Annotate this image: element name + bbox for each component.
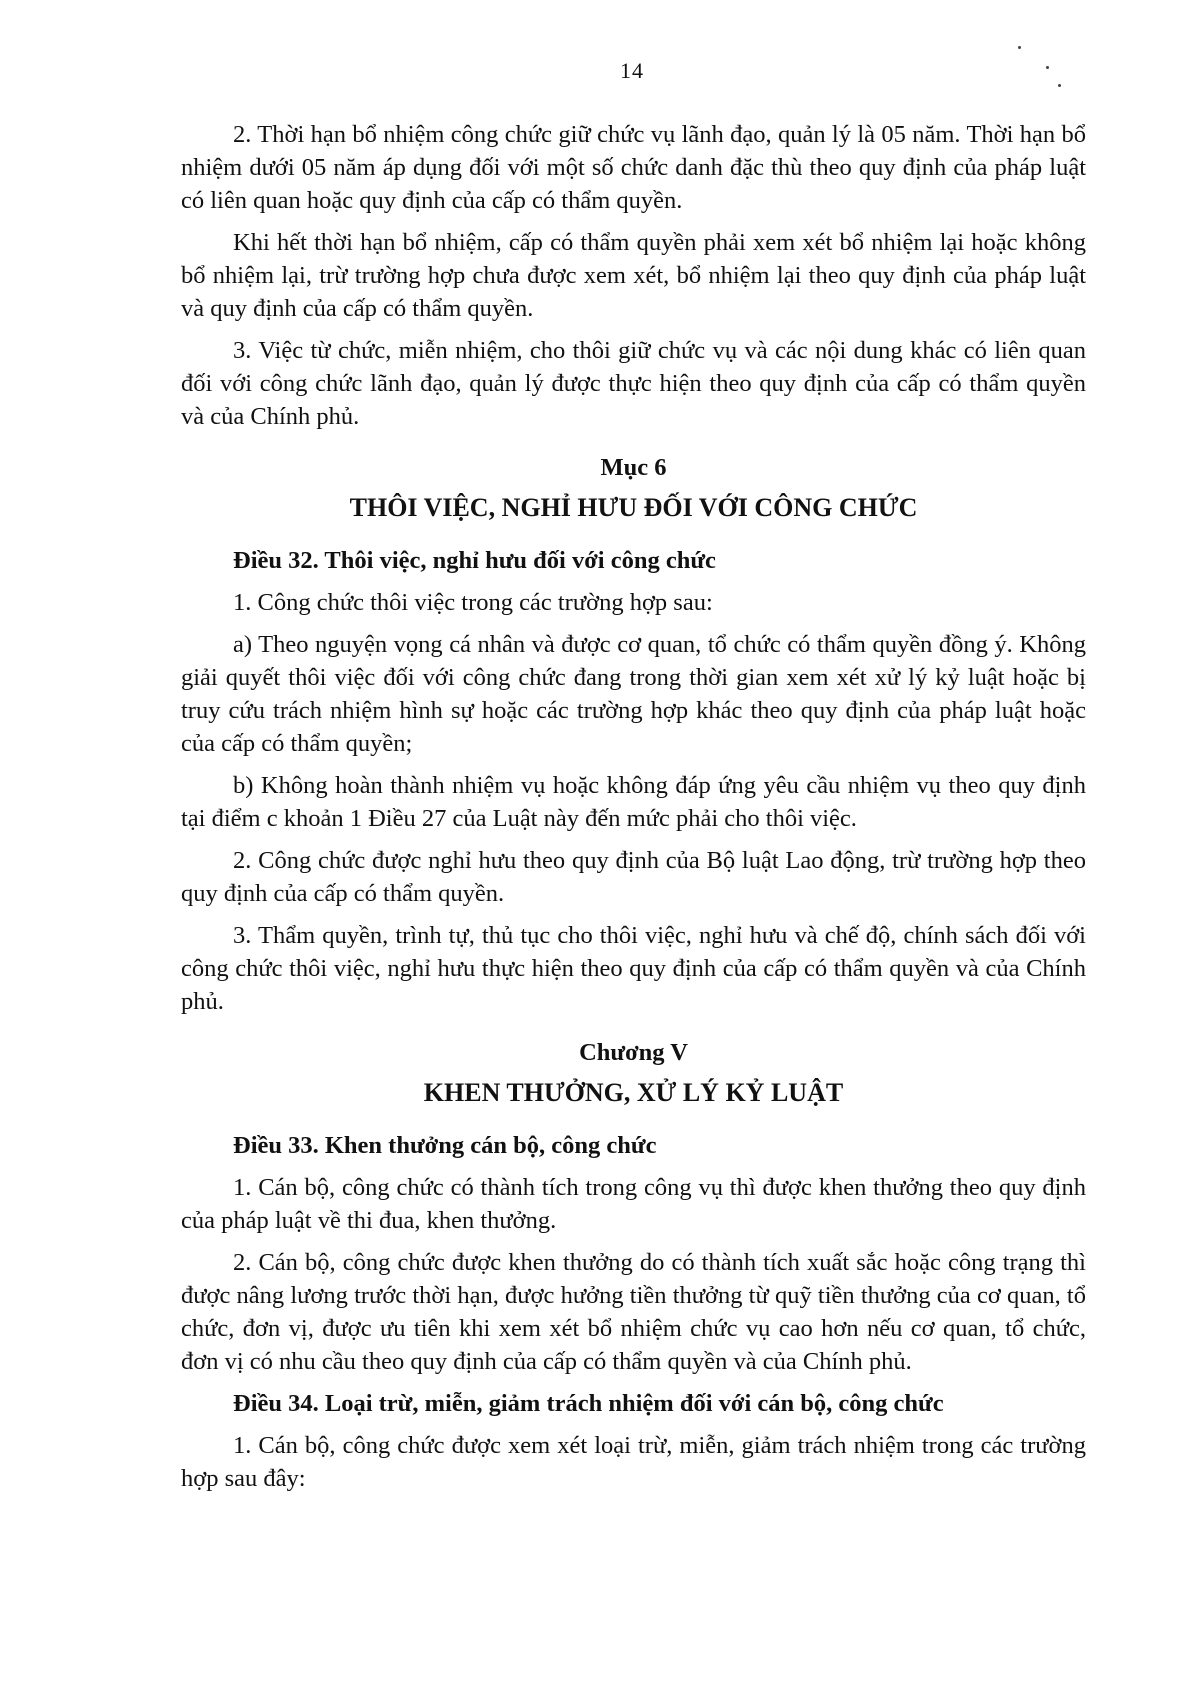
paragraph: 2. Cán bộ, công chức được khen thưởng do có thành tích xuất sắc hoặc công trạng thì được nâng lương trước thời hạn, được hưởng tiền thưởng từ quỹ tiền thưởng của cơ quan, tổ chức, đơn vị, được ưu tiên khi xem xét bổ nhiệm chức vụ cao hơn nếu cơ quan, tổ chức, đơn vị có nhu cầu theo quy định của cấp có thẩm quyền và của Chính phủ. — [181, 1249, 1086, 1375]
chapter-heading: KHEN THƯỞNG, XỬ LÝ KỶ LUẬT — [423, 1078, 844, 1107]
section-label: Mục 6 — [600, 454, 667, 481]
paragraph: 3. Việc từ chức, miễn nhiệm, cho thôi giữ chức vụ và các nội dung khác có liên quan đối với công chức lãnh đạo, quản lý được thực hiện theo quy định của cấp có thẩm quyền và của Chính phủ. — [181, 337, 1086, 430]
paragraph: a) Theo nguyện vọng cá nhân và được cơ quan, tổ chức có thẩm quyền đồng ý. Không giải quyết thôi việc đối với công chức đang trong thời gian xem xét xử lý kỷ luật hoặc bị truy cứu trách nhiệm hình sự hoặc các trường hợp khác theo quy định của pháp luật hoặc của cấp có thẩm quyền; — [181, 631, 1086, 757]
paragraph: 1. Cán bộ, công chức được xem xét loại trừ, miễn, giảm trách nhiệm trong các trường hợp sau đây: — [181, 1432, 1086, 1492]
scan-speck — [1018, 46, 1021, 49]
section-heading: THÔI VIỆC, NGHỈ HƯU ĐỐI VỚI CÔNG CHỨC — [349, 493, 918, 522]
scan-speck — [1046, 66, 1049, 69]
paragraph: 3. Thẩm quyền, trình tự, thủ tục cho thôi việc, nghỉ hưu và chế độ, chính sách đối với công chức thôi việc, nghỉ hưu thực hiện theo quy định của cấp có thẩm quyền và của Chính phủ. — [181, 922, 1086, 1015]
paragraph: 2. Công chức được nghỉ hưu theo quy định của Bộ luật Lao động, trừ trường hợp theo quy định của cấp có thẩm quyền. — [181, 847, 1086, 907]
scan-speck — [1058, 84, 1061, 87]
article-title: Điều 32. Thôi việc, nghỉ hưu đối với công chức — [233, 547, 716, 574]
paragraph: Khi hết thời hạn bổ nhiệm, cấp có thẩm quyền phải xem xét bổ nhiệm lại hoặc không bổ nhiệm lại, trừ trường hợp chưa được xem xét, bổ nhiệm lại theo quy định của pháp luật và quy định của cấp có thẩm quyền. — [181, 229, 1086, 322]
page-number: 14 — [620, 58, 644, 83]
paragraph: 1. Cán bộ, công chức có thành tích trong công vụ thì được khen thưởng theo quy định của pháp luật về thi đua, khen thưởng. — [181, 1174, 1086, 1234]
paragraph: b) Không hoàn thành nhiệm vụ hoặc không đáp ứng yêu cầu nhiệm vụ theo quy định tại điểm c khoản 1 Điều 27 của Luật này đến mức phải cho thôi việc. — [181, 772, 1086, 832]
paragraph: 1. Công chức thôi việc trong các trường hợp sau: — [233, 589, 713, 616]
paragraph: 2. Thời hạn bổ nhiệm công chức giữ chức vụ lãnh đạo, quản lý là 05 năm. Thời hạn bổ nhiệm dưới 05 năm áp dụng đối với một số chức danh đặc thù theo quy định của pháp luật có liên quan hoặc quy định của cấp có thẩm quyền. — [181, 121, 1086, 214]
chapter-label: Chương V — [579, 1039, 688, 1066]
document-body — [181, 118, 1086, 1504]
article-title: Điều 34. Loại trừ, miễn, giảm trách nhiệm đối với cán bộ, công chức — [233, 1390, 944, 1417]
article-title: Điều 33. Khen thưởng cán bộ, công chức — [233, 1132, 657, 1159]
